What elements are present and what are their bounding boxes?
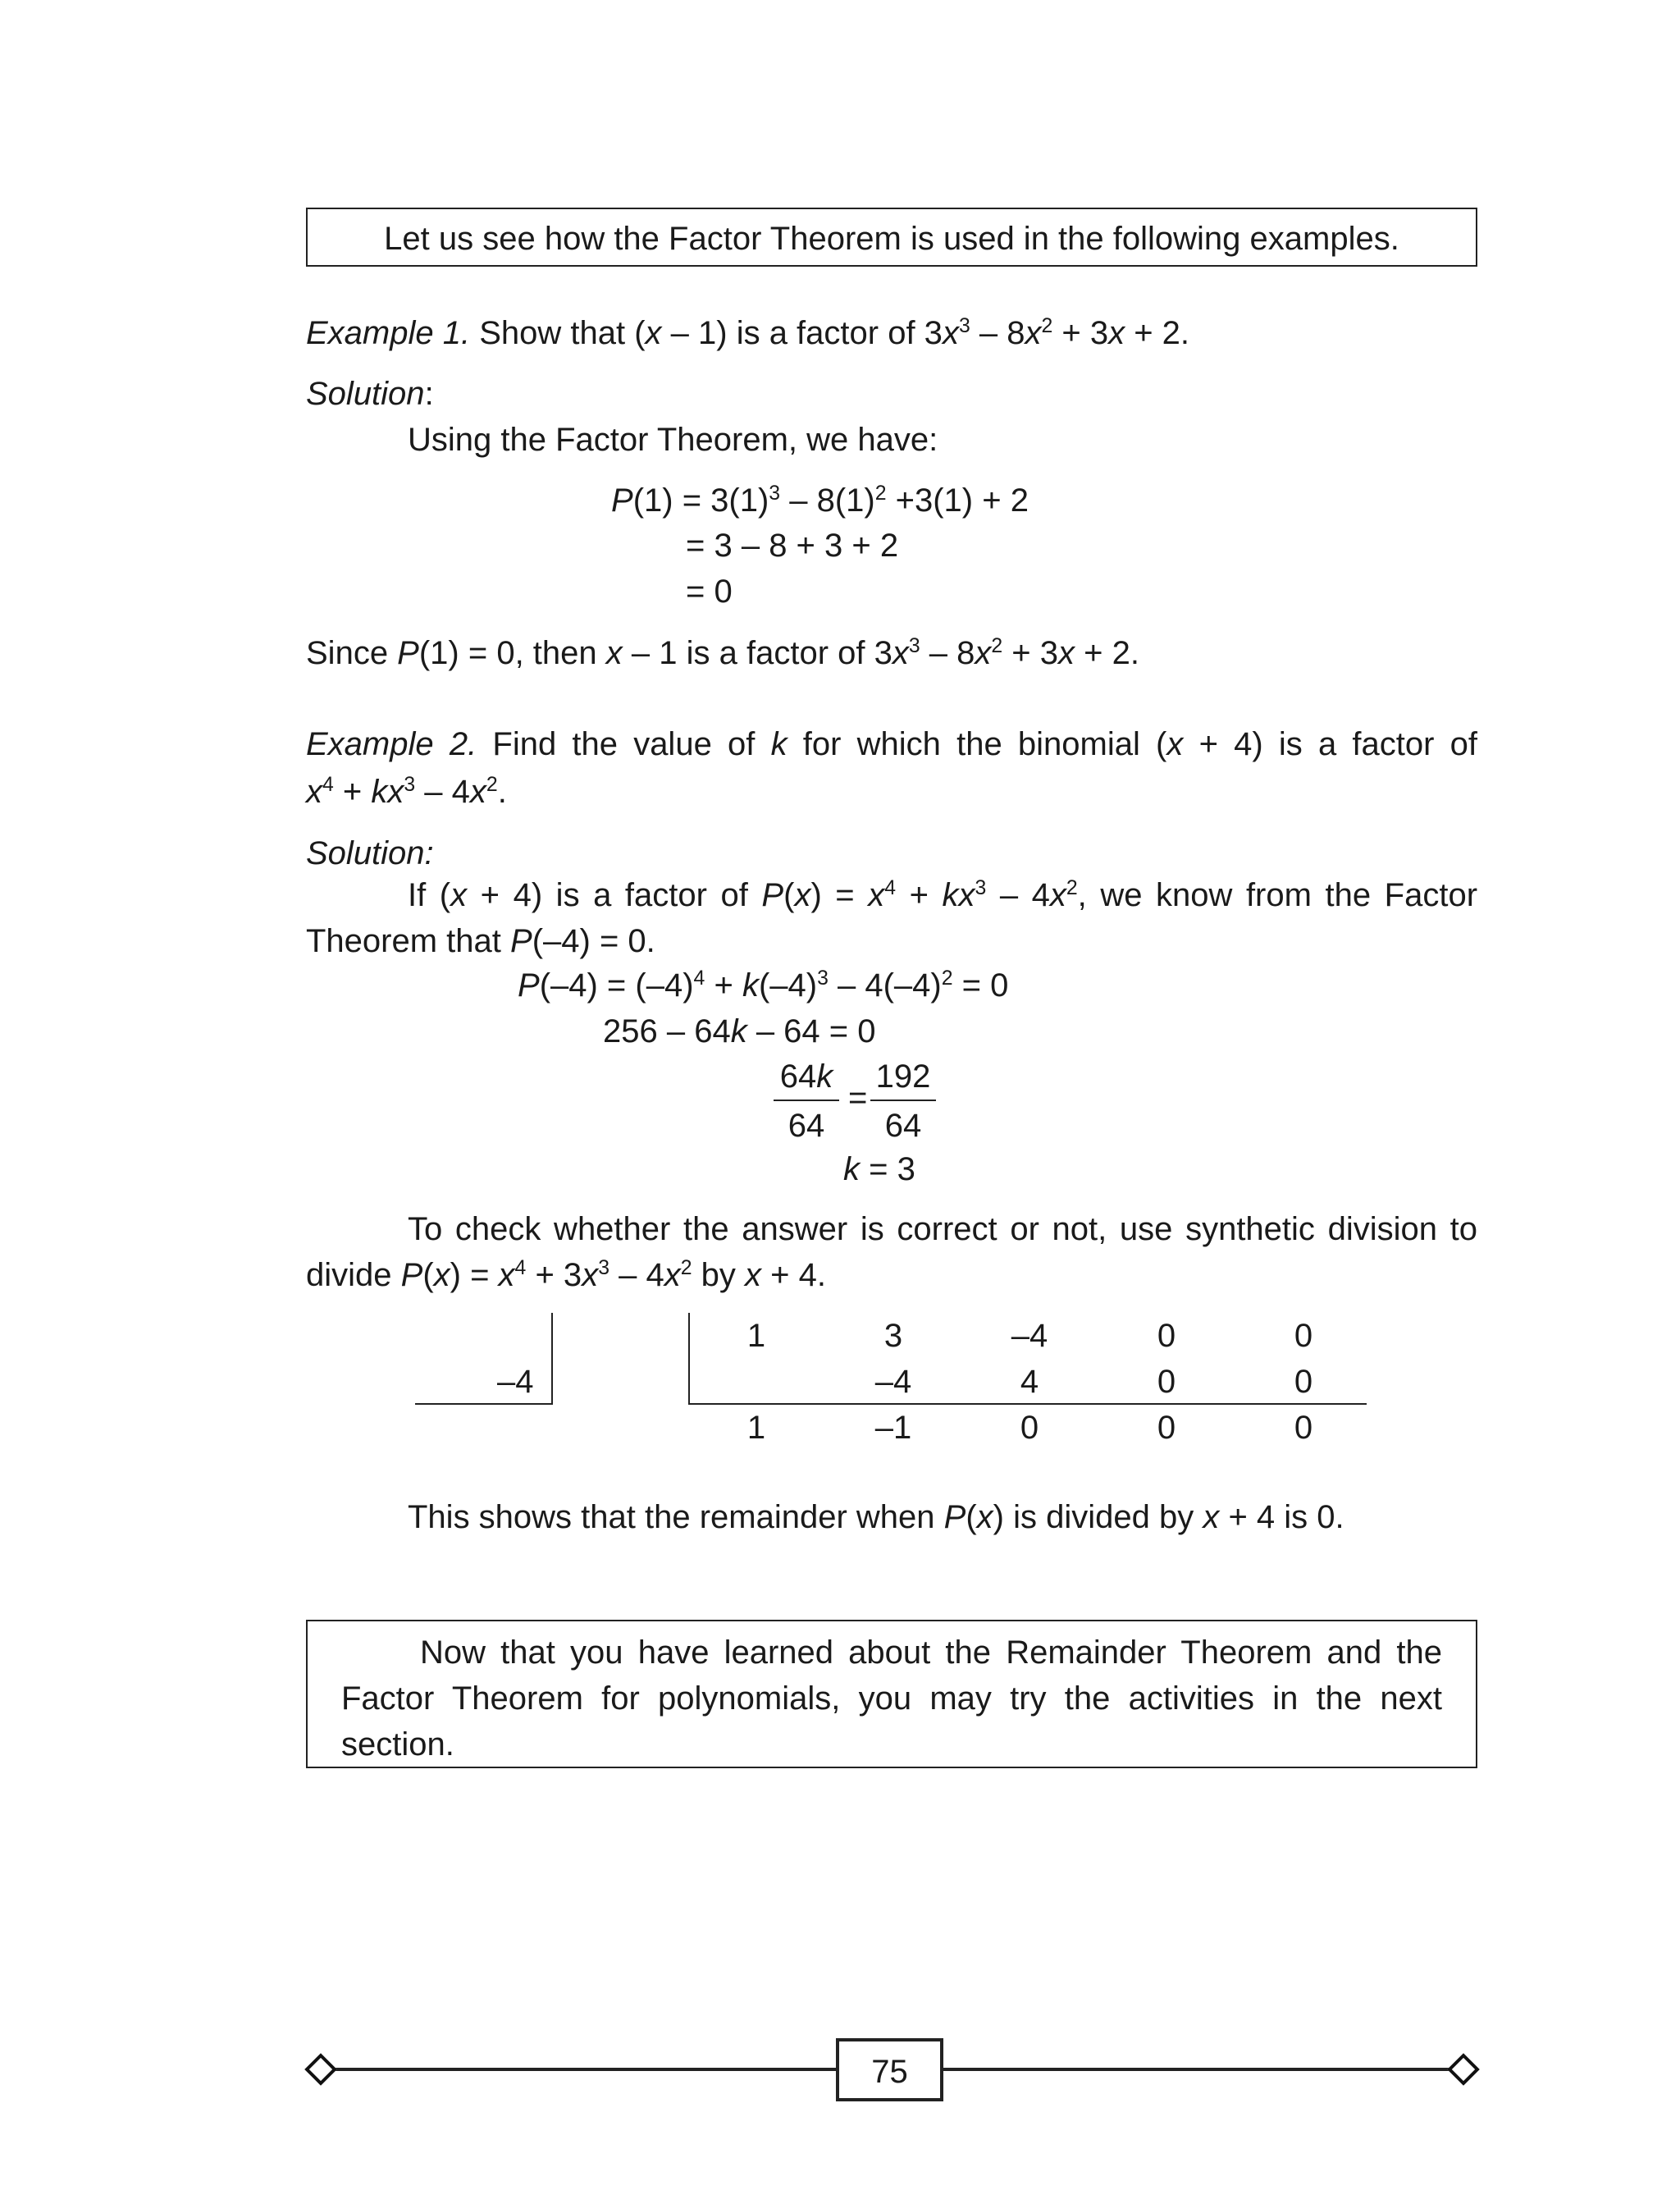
intro-text: Let us see how the Factor Theorem is used in the following examples. <box>384 221 1399 257</box>
fraction-bar <box>870 1100 936 1101</box>
synthetic-cell: 0 <box>1294 1364 1313 1400</box>
example-1-eq-line-3: = 0 <box>686 574 733 610</box>
synthetic-cell: 0 <box>1157 1410 1176 1446</box>
diamond-right-icon <box>1447 2053 1480 2086</box>
synthetic-cell: 3 <box>883 1318 903 1354</box>
synthetic-cell: 4 <box>1020 1364 1039 1400</box>
example-2-eq-line-2: 256 – 64k – 64 = 0 <box>603 1013 876 1049</box>
example-1-solution-label: Solution: <box>306 376 434 412</box>
divisor: –4 <box>497 1364 534 1400</box>
divisor-bracket-vertical <box>551 1313 553 1405</box>
check-paragraph: To check whether the answer is correct or not, use synthetic division to divide $P(x) = x^4 + 3x^3 - 4x^2$ by x + 4. <box>306 1211 1477 1293</box>
example-1-statement: Example 1. Show that (x – 1) is a factor of $3x^3 - 8x^2 + 3x + 2$. <box>306 315 1190 351</box>
example-2-solution-label: Solution: <box>306 835 434 871</box>
synthetic-cell: 1 <box>746 1410 766 1446</box>
sum-line <box>688 1403 1367 1405</box>
synthetic-cell: 0 <box>1020 1410 1039 1446</box>
synthetic-cell: 0 <box>1157 1318 1176 1354</box>
divisor-bracket-horizontal <box>415 1403 553 1405</box>
synthetic-cell: 0 <box>1294 1318 1313 1354</box>
page-number: 75 <box>871 2054 908 2090</box>
remainder-statement: This shows that the remainder when P(x) is divided by x + 4 is 0. <box>408 1499 1344 1535</box>
fraction-left: 64k 64 <box>774 1060 839 1142</box>
closing-text: Now that you have learned about the Remainder Theorem and the Factor Theorem for polynomials, you may try the activities in the next section. <box>341 1634 1442 1763</box>
synthetic-cell: –4 <box>874 1364 912 1400</box>
example-1-conclusion: Since P(1) = 0, then x – 1 is a factor of $3x^3 - 8x^2 + 3x + 2$. <box>306 635 1139 671</box>
fraction-equals: = <box>848 1080 868 1116</box>
synthetic-cell: –4 <box>1011 1318 1048 1354</box>
synthetic-cell: 0 <box>1157 1364 1176 1400</box>
closing-box <box>306 1620 1477 1768</box>
diamond-left-icon <box>304 2053 337 2086</box>
example-2-eq-line-1: $P(-4) = (-4)^4 + k(-4)^3 - 4(-4)^2 = 0$ <box>518 967 1009 1004</box>
dividend-bracket-vertical <box>688 1313 690 1405</box>
example-1-eq-line-2: = 3 – 8 + 3 + 2 <box>686 528 899 564</box>
footer-rule-right <box>943 2068 1457 2071</box>
example-1-eq-line-1: $P(1) = 3(1)^3 - 8(1)^2 +3(1) + 2$ <box>611 482 1029 519</box>
fraction-right: 192 64 <box>870 1060 936 1142</box>
synthetic-cell: –1 <box>874 1410 912 1446</box>
synthetic-cell: 1 <box>746 1318 766 1354</box>
footer-rule-left <box>322 2068 836 2071</box>
example-2-polynomial: $x^4 + kx^3 - 4x^2$. <box>306 774 507 810</box>
example-2-paragraph: If (x + 4) is a factor of $P(x) = x^4 + kx^3 - 4x^2$, we know from the Factor Theorem that P(–4) = 0. <box>306 877 1478 959</box>
page-number-box <box>836 2038 943 2101</box>
example-2-statement: Example 2. Find the value of k for which the binomial (x + 4) is a factor of <box>306 726 1477 762</box>
example-2-result: k = 3 <box>843 1151 915 1187</box>
intro-box <box>306 208 1477 267</box>
fraction-bar <box>774 1100 839 1101</box>
synthetic-cell: 0 <box>1294 1410 1313 1446</box>
example-1-lead: Using the Factor Theorem, we have: <box>408 422 938 458</box>
